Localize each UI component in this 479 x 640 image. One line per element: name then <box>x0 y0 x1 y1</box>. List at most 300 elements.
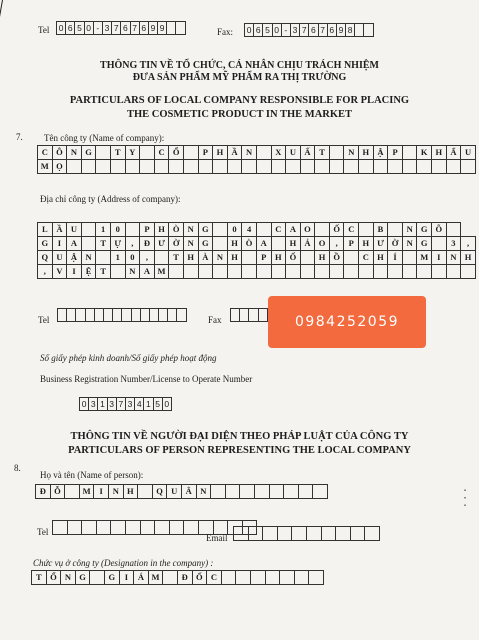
company-name-cell: Ẩ <box>446 145 462 160</box>
tel-char-box: 6 <box>139 21 149 35</box>
fax-char-box: 9 <box>336 23 346 37</box>
fax-char-box: - <box>281 23 291 37</box>
company-address-cell: I <box>431 250 447 265</box>
phone-number-overlay: 0984252059 <box>268 296 426 348</box>
person-email-boxes <box>233 526 379 541</box>
company-address-row <box>37 264 475 279</box>
company-name-cell: T <box>110 145 126 160</box>
company-address-cell: Ố <box>285 250 301 265</box>
company-address-cell <box>154 250 170 265</box>
company-address-cell: I <box>52 236 68 251</box>
company-address-cell <box>271 264 287 279</box>
item-8-number: 8. <box>14 463 21 473</box>
company-address-cell: 4 <box>241 222 257 237</box>
company-address-cell: Ố <box>329 222 345 237</box>
license-char-box: 3 <box>107 397 117 411</box>
company-address-cell <box>271 236 287 251</box>
company-name-cell <box>198 159 214 174</box>
tel-char-box: 6 <box>65 21 75 35</box>
company-address-cell: Ự <box>110 236 126 251</box>
company-address-cell <box>241 250 257 265</box>
company-address-cell: T <box>168 250 184 265</box>
company-address-cell: À <box>198 250 214 265</box>
person-email-box <box>335 526 351 541</box>
person-name-char-box <box>64 484 80 499</box>
company-tel-boxes <box>57 308 186 322</box>
company-address-cell: G <box>37 236 53 251</box>
company-name-cell <box>387 159 403 174</box>
company-address-cell: 0 <box>110 222 126 237</box>
company-name-cell: Y <box>125 145 141 160</box>
company-address-cell: L <box>37 222 53 237</box>
company-name-cell: C <box>37 145 53 160</box>
license-char-box: 1 <box>143 397 153 411</box>
company-address-cell: Ậ <box>66 250 82 265</box>
company-address-cell <box>212 264 228 279</box>
person-tel-box <box>169 520 185 535</box>
company-address-cell <box>256 222 272 237</box>
company-address-cell: Õ <box>431 222 447 237</box>
company-name-cell: U <box>285 145 301 160</box>
company-name-cell <box>285 159 301 174</box>
company-address-cell: 3 <box>446 236 462 251</box>
company-address-cell <box>300 264 316 279</box>
company-name-cell <box>329 159 345 174</box>
company-address-cell <box>125 222 141 237</box>
company-address-cell: H <box>314 250 330 265</box>
company-address-cell <box>300 250 316 265</box>
company-name-cell: K <box>416 145 432 160</box>
person-tel-label: Tel <box>37 527 49 537</box>
company-address-cell <box>446 222 462 237</box>
fax-char-box: 0 <box>272 23 282 37</box>
designation-char-box <box>265 570 281 585</box>
company-name-cell: M <box>37 159 53 174</box>
fax-char-box: 7 <box>299 23 309 37</box>
person-name-char-box <box>312 484 328 499</box>
person-name-char-box: U <box>166 484 182 499</box>
license-char-box: 0 <box>162 397 172 411</box>
section-heading-vn-1: THÔNG TIN VỀ TỔ CHỨC, CÁ NHÂN CHỊU TRÁCH NHIỆM <box>100 60 379 71</box>
company-address-cell: Ư <box>373 236 389 251</box>
company-address-cell: Ư <box>154 236 170 251</box>
company-name-cell: N <box>241 145 257 160</box>
designation-char-box: Á <box>133 570 149 585</box>
company-address-cell: , <box>37 264 53 279</box>
person-name-char-box: Q <box>152 484 168 499</box>
company-address-cell: A <box>66 236 82 251</box>
company-address-cell: I <box>66 264 82 279</box>
company-address-cell <box>343 264 359 279</box>
section-heading-en-1: PARTICULARS OF LOCAL COMPANY RESPONSIBLE FOR PLACING <box>69 95 410 106</box>
person-email-box <box>350 526 366 541</box>
company-name-cell: H <box>212 145 228 160</box>
company-address-cell: H <box>285 236 301 251</box>
company-address-cell: Đ <box>139 236 155 251</box>
designation-char-box: Đ <box>177 570 193 585</box>
company-address-cell: , <box>460 236 476 251</box>
section-heading-en-2: THE COSMETIC PRODUCT IN THE MARKET <box>126 109 353 120</box>
person-name-label: Họ và tên (Name of person): <box>40 470 144 480</box>
company-name-cell <box>329 145 345 160</box>
company-address-cell: M <box>416 250 432 265</box>
person-tel-box <box>125 520 141 535</box>
company-address-row <box>37 222 475 237</box>
company-address-row <box>37 236 475 251</box>
designation-char-box: N <box>60 570 76 585</box>
company-address-cell <box>373 264 389 279</box>
company-name-cell <box>402 159 418 174</box>
company-address-cell: G <box>198 222 214 237</box>
company-name-cell: H <box>431 145 447 160</box>
person-name-char-box <box>239 484 255 499</box>
designation-char-box: Ổ <box>46 570 62 585</box>
company-address-cell <box>212 236 228 251</box>
company-name-cell <box>300 159 316 174</box>
company-name-cell <box>314 159 330 174</box>
fax-char-box: 6 <box>308 23 318 37</box>
person-email-box <box>291 526 307 541</box>
company-address-cell <box>168 264 184 279</box>
designation-label: Chức vụ ở công ty (Designation in the company) : <box>33 558 214 568</box>
person-email-box <box>277 526 293 541</box>
fax-char-box: 6 <box>253 23 263 37</box>
company-address-cell <box>416 264 432 279</box>
designation-char-box: G <box>104 570 120 585</box>
company-address-cell: N <box>402 236 418 251</box>
company-tel-box <box>176 308 186 322</box>
tel-char-box <box>175 21 185 35</box>
company-address-cell: G <box>198 236 214 251</box>
company-address-cell <box>358 222 374 237</box>
license-char-box: 3 <box>125 397 135 411</box>
person-tel-box <box>154 520 170 535</box>
license-label-en: Business Registration Number/License to Operate Number <box>40 374 253 384</box>
company-name-label: Tên công ty (Name of company): <box>44 133 165 143</box>
company-name-cell <box>183 159 199 174</box>
company-address-cell: C <box>343 222 359 237</box>
company-address-cell: P <box>343 236 359 251</box>
margin-line <box>0 0 3 69</box>
designation-char-box: T <box>31 570 47 585</box>
person-name-char-box: N <box>108 484 124 499</box>
company-name-cell <box>95 145 111 160</box>
tel-char-box: 5 <box>74 21 84 35</box>
item-7-number: 7. <box>16 132 23 142</box>
person-name-char-box <box>269 484 285 499</box>
company-name-cell <box>139 145 155 160</box>
company-name-row <box>37 159 475 174</box>
company-name-cell <box>139 159 155 174</box>
side-stamp-mark: ▪ ▪ ▪ <box>462 488 468 509</box>
company-name-cell <box>241 159 257 174</box>
designation-char-box: C <box>206 570 222 585</box>
company-address-cell: Q <box>37 250 53 265</box>
license-char-box: 1 <box>97 397 107 411</box>
company-address-cell: N <box>212 250 228 265</box>
company-address-cell: H <box>183 250 199 265</box>
designation-char-box <box>279 570 295 585</box>
company-address-label: Địa chỉ công ty (Address of company): <box>40 194 181 204</box>
top-tel-label: Tel <box>38 25 50 35</box>
designation-char-box: G <box>75 570 91 585</box>
company-address-cell: H <box>227 250 243 265</box>
company-address-cell: 1 <box>95 222 111 237</box>
company-address-cell: Ò <box>168 222 184 237</box>
company-name-cell <box>125 159 141 174</box>
company-address-cell: N <box>183 222 199 237</box>
person-name-char-box <box>210 484 226 499</box>
company-address-cell: G <box>416 236 432 251</box>
company-name-cell <box>183 145 199 160</box>
license-char-box: 4 <box>134 397 144 411</box>
company-name-cell <box>66 159 82 174</box>
person-name-boxes <box>35 484 327 499</box>
designation-char-box: Ố <box>192 570 208 585</box>
company-name-cell <box>256 159 272 174</box>
company-address-cell: U <box>52 250 68 265</box>
person-name-char-box: M <box>79 484 95 499</box>
company-address-cell: P <box>139 222 155 237</box>
license-char-box: 0 <box>79 397 89 411</box>
company-name-row <box>37 145 475 160</box>
company-address-cell <box>329 264 345 279</box>
company-address-cell: N <box>125 264 141 279</box>
company-address-cell: 0 <box>125 250 141 265</box>
person-tel-box <box>183 520 199 535</box>
person-email-box <box>262 526 278 541</box>
company-address-cell: H <box>154 222 170 237</box>
company-name-cell: N <box>343 145 359 160</box>
company-address-cell: T <box>95 264 111 279</box>
company-address-cell: Ò <box>241 236 257 251</box>
person-email-label: Email <box>206 533 228 543</box>
company-address-cell: A <box>139 264 155 279</box>
company-name-cell: H <box>358 145 374 160</box>
company-name-cell <box>95 159 111 174</box>
license-number-boxes <box>79 397 171 411</box>
company-address-cell <box>81 236 97 251</box>
company-name-cell <box>110 159 126 174</box>
fax-char-box: 3 <box>290 23 300 37</box>
person-name-char-box: N <box>196 484 212 499</box>
tel-char-box: - <box>93 21 103 35</box>
designation-char-box <box>162 570 178 585</box>
section2-heading-vn: THÔNG TIN VỀ NGƯỜI ĐẠI DIỆN THEO PHÁP LUẬT CỦA CÔNG TY <box>70 431 409 442</box>
person-email-box <box>248 526 264 541</box>
company-name-cell <box>431 159 447 174</box>
company-address-cell: G <box>416 222 432 237</box>
company-address-cell <box>358 264 374 279</box>
company-address-cell: C <box>271 222 287 237</box>
license-char-box: 7 <box>116 397 126 411</box>
designation-boxes <box>31 570 323 585</box>
designation-char-box <box>221 570 237 585</box>
license-label-vn: Số giấy phép kinh doanh/Số giấy phép hoạt động <box>40 353 217 363</box>
tel-char-box: 0 <box>56 21 66 35</box>
person-tel-box <box>96 520 112 535</box>
company-address-cell <box>81 222 97 237</box>
company-name-cell <box>402 145 418 160</box>
person-tel-box <box>81 520 97 535</box>
company-name-cell <box>227 159 243 174</box>
company-address-cell: A <box>256 236 272 251</box>
company-address-cell: , <box>125 236 141 251</box>
person-name-char-box: Â <box>181 484 197 499</box>
designation-char-box <box>294 570 310 585</box>
person-email-box <box>321 526 337 541</box>
tel-char-box: 7 <box>130 21 140 35</box>
company-name-cell <box>358 159 374 174</box>
company-address-cell <box>314 264 330 279</box>
company-name-cell <box>168 159 184 174</box>
person-email-box <box>306 526 322 541</box>
company-address-cell <box>183 264 199 279</box>
person-name-char-box <box>137 484 153 499</box>
person-tel-box <box>67 520 83 535</box>
designation-char-box <box>235 570 251 585</box>
company-name-cell: C <box>154 145 170 160</box>
company-name-cell: G <box>81 145 97 160</box>
company-address-cell: Ờ <box>387 236 403 251</box>
person-name-char-box <box>283 484 299 499</box>
company-address-cell <box>460 264 476 279</box>
company-address-cell: U <box>66 222 82 237</box>
company-name-cell <box>343 159 359 174</box>
company-address-cell: , <box>139 250 155 265</box>
license-char-box: 3 <box>88 397 98 411</box>
company-address-cell: H <box>358 236 374 251</box>
company-address-cell: 1 <box>110 250 126 265</box>
company-address-cell: T <box>95 236 111 251</box>
company-address-cell <box>256 264 272 279</box>
company-address-cell <box>387 222 403 237</box>
company-address-cell: V <box>52 264 68 279</box>
company-name-cell <box>256 145 272 160</box>
company-address-cell: P <box>256 250 272 265</box>
person-tel-box <box>52 520 68 535</box>
tel-char-box: 9 <box>148 21 158 35</box>
company-name-cell: P <box>387 145 403 160</box>
person-tel-box <box>140 520 156 535</box>
company-name-cell: Ấ <box>300 145 316 160</box>
designation-char-box <box>250 570 266 585</box>
company-name-cell: Ậ <box>373 145 389 160</box>
fax-char-box: 6 <box>327 23 337 37</box>
company-address-grid <box>37 222 475 278</box>
top-tel-boxes <box>56 21 185 35</box>
company-name-cell <box>212 159 228 174</box>
company-address-cell: O <box>314 236 330 251</box>
company-address-cell <box>110 264 126 279</box>
person-name-char-box <box>225 484 241 499</box>
person-name-char-box: H <box>123 484 139 499</box>
company-name-cell: T <box>314 145 330 160</box>
top-fax-label: Fax: <box>217 27 234 37</box>
company-address-cell: Ả <box>300 236 316 251</box>
company-fax-label: Fax <box>208 315 222 325</box>
fax-char-box: 7 <box>318 23 328 37</box>
company-name-cell <box>271 159 287 174</box>
company-address-cell: 0 <box>227 222 243 237</box>
company-name-cell <box>416 159 432 174</box>
designation-char-box <box>89 570 105 585</box>
company-address-cell: Ầ <box>52 222 68 237</box>
fax-char-box: 8 <box>345 23 355 37</box>
company-address-cell: C <box>358 250 374 265</box>
company-address-cell: H <box>373 250 389 265</box>
company-name-cell <box>81 159 97 174</box>
company-name-cell <box>154 159 170 174</box>
company-name-grid <box>37 145 475 173</box>
company-address-cell <box>95 250 111 265</box>
company-name-cell: Ổ <box>168 145 184 160</box>
company-address-cell <box>241 264 257 279</box>
company-name-cell: P <box>198 145 214 160</box>
company-address-cell: Ồ <box>329 250 345 265</box>
person-name-char-box <box>254 484 270 499</box>
designation-char-box: I <box>119 570 135 585</box>
license-char-box: 5 <box>153 397 163 411</box>
tel-char-box: 3 <box>102 21 112 35</box>
company-address-cell <box>343 250 359 265</box>
person-name-char-box: Đ <box>35 484 51 499</box>
person-name-char-box: Ỗ <box>50 484 66 499</box>
tel-char-box: 0 <box>84 21 94 35</box>
person-name-char-box <box>298 484 314 499</box>
company-address-cell <box>431 264 447 279</box>
top-fax-boxes <box>244 23 373 37</box>
company-address-cell <box>285 264 301 279</box>
tel-char-box: 9 <box>157 21 167 35</box>
fax-char-box: 0 <box>244 23 254 37</box>
designation-char-box <box>308 570 324 585</box>
company-name-cell: Ô <box>52 145 68 160</box>
company-name-cell: Ầ <box>227 145 243 160</box>
company-address-cell: N <box>81 250 97 265</box>
company-address-cell: N <box>402 222 418 237</box>
company-address-cell <box>314 222 330 237</box>
company-name-cell: X <box>271 145 287 160</box>
section2-heading-en: PARTICULARS OF PERSON REPRESENTING THE LOCAL COMPANY <box>68 445 411 456</box>
company-address-cell <box>227 264 243 279</box>
company-address-cell <box>431 236 447 251</box>
company-name-cell <box>373 159 389 174</box>
company-address-cell <box>212 222 228 237</box>
person-tel-box <box>110 520 126 535</box>
company-address-cell: O <box>300 222 316 237</box>
person-name-char-box: I <box>93 484 109 499</box>
company-address-cell: M <box>154 264 170 279</box>
fax-char-box: 5 <box>262 23 272 37</box>
company-address-cell: N <box>446 250 462 265</box>
person-email-box <box>233 526 249 541</box>
tel-char-box: 6 <box>120 21 130 35</box>
company-address-cell: H <box>227 236 243 251</box>
company-address-cell <box>402 264 418 279</box>
company-address-cell: Í <box>387 250 403 265</box>
company-address-cell: B <box>373 222 389 237</box>
company-name-cell: N <box>66 145 82 160</box>
company-address-cell: A <box>285 222 301 237</box>
person-email-box <box>364 526 380 541</box>
company-address-cell <box>387 264 403 279</box>
company-address-cell: H <box>271 250 287 265</box>
company-address-cell <box>446 264 462 279</box>
company-name-cell <box>460 159 476 174</box>
company-address-cell: Ờ <box>168 236 184 251</box>
company-address-cell <box>198 264 214 279</box>
